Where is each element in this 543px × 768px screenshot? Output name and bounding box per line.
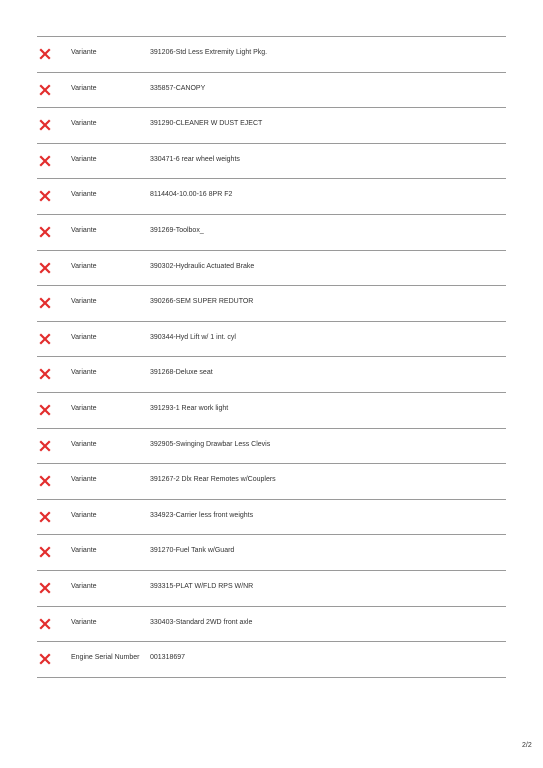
cross-icon — [39, 511, 51, 523]
row-label: Variante — [71, 49, 97, 56]
row-label: Variante — [71, 84, 97, 92]
row-label: Variante — [71, 333, 97, 341]
row-value: 391206-Std Less Extremity Light Pkg. — [150, 49, 268, 56]
row-label: Variante — [71, 155, 97, 163]
row-label: Variante — [71, 440, 97, 448]
row-value: 391269-Toolbox_ — [150, 226, 204, 234]
table-row — [37, 429, 506, 465]
row-label: Variante — [71, 191, 97, 199]
row-value: 335857-CANOPY — [150, 84, 206, 92]
table-row — [37, 73, 506, 109]
page-number: 2/2 — [522, 742, 532, 749]
table-row — [37, 393, 506, 429]
row-label: Variante — [71, 618, 97, 626]
table-row — [37, 607, 506, 643]
cross-icon — [39, 333, 51, 345]
cross-icon — [39, 262, 51, 274]
row-value: 393315-PLAT W/FLD RPS W/NR — [150, 582, 254, 590]
row-value: 330471-6 rear wheel weights — [150, 155, 240, 163]
cross-icon — [39, 618, 51, 630]
cross-icon — [39, 119, 51, 131]
row-value: 390344-Hyd Lift w/ 1 int. cyl — [150, 333, 236, 341]
row-label: Variante — [71, 226, 97, 234]
cross-icon — [39, 546, 51, 558]
table-row — [37, 215, 506, 251]
row-value: 391290-CLEANER W DUST EJECT — [150, 120, 263, 128]
row-value: 391270-Fuel Tank w/Guard — [150, 547, 235, 555]
table-row — [37, 144, 506, 180]
row-label: Variante — [71, 262, 97, 270]
row-value: 391267-2 Dlx Rear Remotes w/Couplers — [150, 476, 276, 484]
table-row — [37, 179, 506, 215]
table-row — [37, 571, 506, 607]
cross-icon — [39, 226, 51, 238]
row-value: 390302-Hydraulic Actuated Brake — [150, 262, 255, 270]
row-value: 334923-Carrier less front weights — [150, 511, 254, 519]
table-row — [37, 642, 506, 678]
cross-icon — [39, 368, 51, 380]
row-value: 8114404-10.00-16 8PR F2 — [150, 191, 233, 199]
table-row — [37, 535, 506, 571]
row-value: 390266-SEM SUPER REDUTOR — [150, 298, 254, 306]
table-row — [37, 108, 506, 144]
cross-icon — [39, 582, 51, 594]
table-row — [37, 322, 506, 358]
row-value: 392905-Swinging Drawbar Less Clevis — [150, 440, 271, 448]
specification-table — [37, 36, 506, 678]
row-label: Variante — [71, 476, 97, 484]
table-row — [37, 286, 506, 322]
cross-icon — [39, 440, 51, 452]
table-row — [37, 464, 506, 500]
cross-icon — [39, 653, 51, 665]
row-value: 391293-1 Rear work light — [150, 404, 229, 412]
cross-icon — [39, 190, 51, 202]
row-label: Variante — [71, 582, 97, 590]
row-label: Variante — [71, 404, 97, 412]
row-label: Variante — [71, 511, 97, 519]
row-value: 330403-Standard 2WD front axle — [150, 618, 253, 626]
table-row — [37, 500, 506, 536]
row-label: Variante — [71, 369, 97, 377]
row-value: 391268-Deluxe seat — [150, 369, 213, 377]
row-label: Variante — [71, 298, 97, 306]
row-label: Variante — [71, 547, 97, 555]
cross-icon — [39, 155, 51, 167]
row-label: Engine Serial Number — [71, 654, 140, 662]
cross-icon — [39, 297, 51, 309]
row-value: 001318697 — [150, 654, 186, 662]
table-row — [37, 357, 506, 393]
row-label: Variante — [71, 120, 97, 128]
cross-icon — [39, 48, 51, 60]
table-row — [37, 251, 506, 287]
cross-icon — [39, 475, 51, 487]
cross-icon — [39, 84, 51, 96]
table-row — [37, 37, 506, 73]
cross-icon — [39, 404, 51, 416]
